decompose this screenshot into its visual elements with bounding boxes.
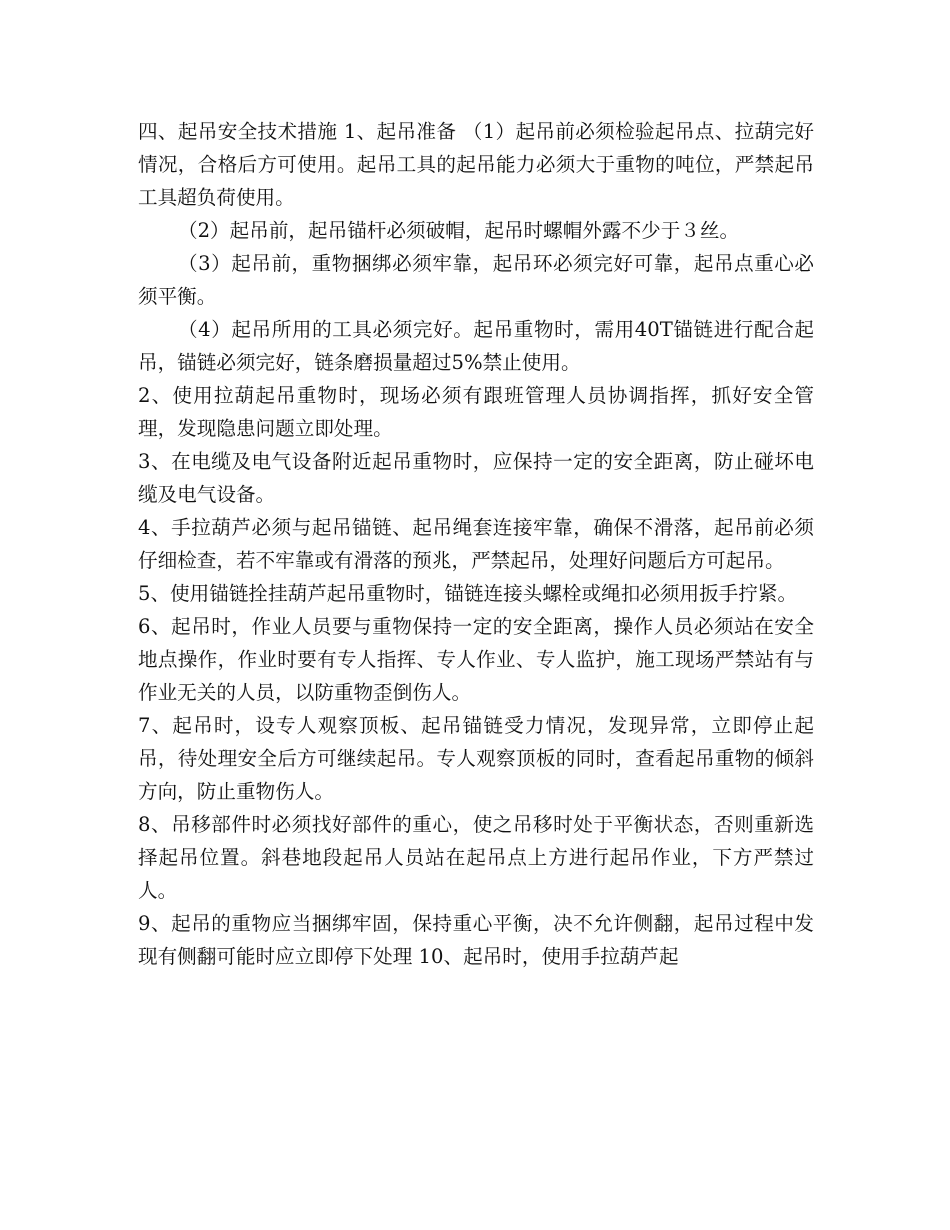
- document-body: [138, 115, 814, 973]
- paragraph-rule-9: 9、起吊的重物应当捆绑牢固，保持重心平衡，决不允许侧翻，起吊过程中发现有侧翻可能时应立即停下处理 10、起吊时，使用手拉葫芦起: [138, 912, 814, 968]
- paragraph-item-4: （4）起吊所用的工具必须完好。起吊重物时，需用40T锚链进行配合起吊，锚链必须完好，链条磨损量超过5%禁止使用。: [138, 318, 814, 374]
- paragraph-rule-6: 6、起吊时，作业人员要与重物保持一定的安全距离，操作人员必须站在安全地点操作，作业时要有专人指挥、专人作业、专人监护，施工现场严禁站有与作业无关的人员，以防重物歪倒伤人。: [138, 615, 814, 704]
- paragraph-lifting-measures-intro: 四、起吊安全技术措施 1、起吊准备 （1）起吊前必须检验起吊点、拉葫完好情况，合格后方可使用。起吊工具的起吊能力必须大于重物的吨位，严禁起吊工具超负荷使用。: [138, 120, 814, 209]
- paragraph-rule-2: 2、使用拉葫起吊重物时，现场必须有跟班管理人员协调指挥，抓好安全管理，发现隐患问题立即处理。: [138, 384, 814, 440]
- paragraph-rule-7: 7、起吊时，设专人观察顶板、起吊锚链受力情况，发现异常，立即停止起吊，待处理安全后方可继续起吊。专人观察顶板的同时，查看起吊重物的倾斜方向，防止重物伤人。: [138, 714, 814, 803]
- paragraph-item-2: （2）起吊前，起吊锚杆必须破帽，起吊时螺帽外露不少于３丝。: [178, 219, 740, 242]
- paragraph-rule-5: 5、使用锚链拴挂葫芦起吊重物时，锚链连接头螺栓或绳扣必须用扳手拧紧。: [138, 582, 798, 605]
- paragraph-rule-4: 4、手拉葫芦必须与起吊锚链、起吊绳套连接牢靠，确保不滑落，起吊前必须仔细检查，若不牢靠或有滑落的预兆，严禁起吊，处理好问题后方可起吊。: [138, 516, 814, 572]
- paragraph-item-3: （3）起吊前，重物捆绑必须牢靠，起吊环必须完好可靠，起吊点重心必须平衡。: [138, 252, 814, 308]
- paragraph-rule-8: 8、吊移部件时必须找好部件的重心，使之吊移时处于平衡状态，否则重新选择起吊位置。斜巷地段起吊人员站在起吊点上方进行起吊作业，下方严禁过人。: [138, 813, 814, 902]
- paragraph-rule-3: 3、在电缆及电气设备附近起吊重物时，应保持一定的安全距离，防止碰坏电缆及电气设备。: [138, 450, 814, 506]
